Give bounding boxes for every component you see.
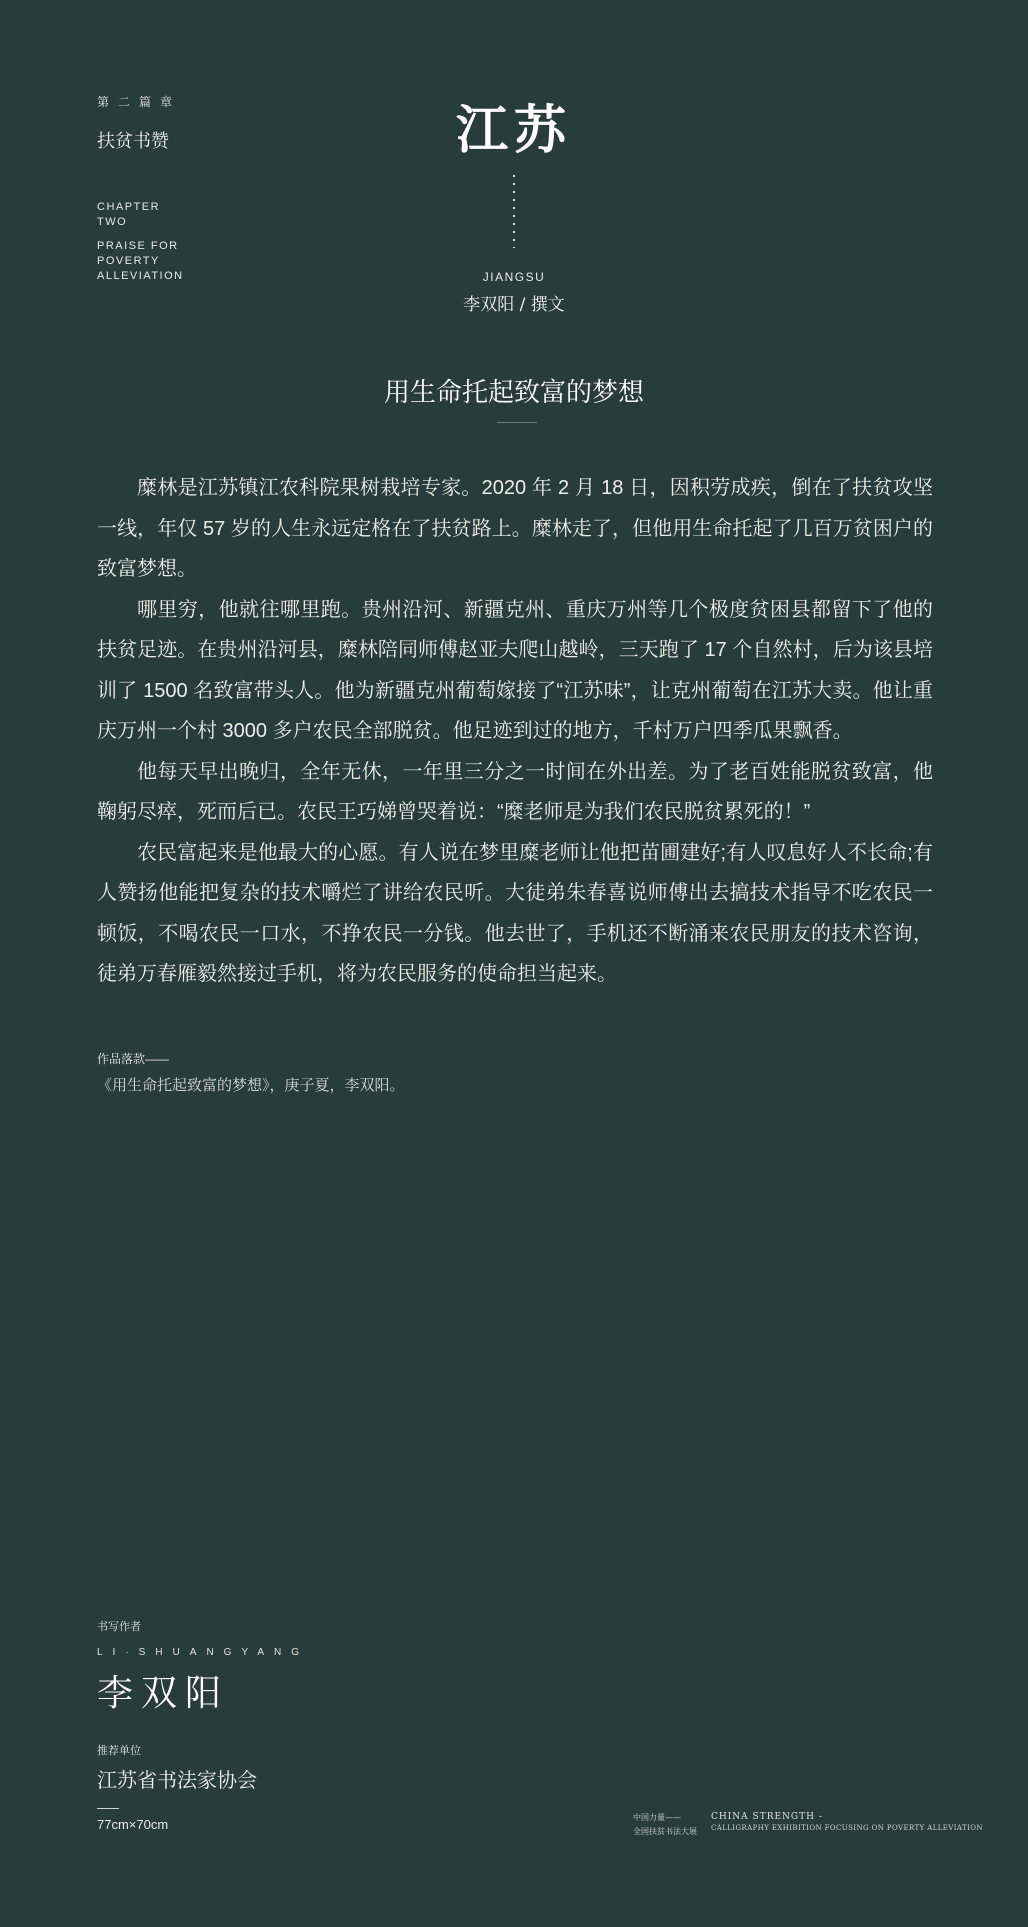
chapter-en-line: TWO [97,216,128,228]
article-paragraph: 哪里穷，他就往哪里跑。贵州沿河、新疆克州、重庆万州等几个极度贫困县都留下了他的扶贫足迹。在贵州沿河县，糜林陪同师傅赵亚夫爬山越岭，三天跑了 17 个自然村，后为该县培训了 1500 名致富带头人。他为新疆克州葡萄嫁接了“江苏味”，让克州葡萄在江苏大卖。他让重庆万州一个村 3000 多户农民全部脱贫。他足迹到过的地方，千村万户四季瓜果飘香。 [97,598,933,742]
praise-en-line: POVERTY [97,255,160,267]
province-title-en: JIANGSU [482,270,546,284]
brand-mark-cn [633,1811,697,1839]
brand-mark-en-sub: CALLIGRAPHY EXHIBITION FOCUSING ON POVERTY ALLEVIATION [711,1824,983,1832]
org-label: 推荐单位 [97,1745,141,1757]
recommending-org: 江苏省书法家协会 [97,1768,257,1792]
praise-en-line: PRAISE FOR [97,240,179,252]
chapter-subtitle: 扶贫书赞 [97,131,169,152]
author-name-en: LI·SHUANGYANG [97,1647,310,1658]
article-paragraph: 他每天早出晚归，全年无休，一年里三分之一时间在外出差。为了老百姓能脱贫致富，他鞠躬尽瘁，死而后已。农民王巧娣曾哭着说：“糜老师是为我们农民脱贫累死的！” [97,760,933,823]
writer-label: 书写作者 [97,1621,141,1633]
chapter-label-cn: 第二篇章 [97,95,182,109]
artwork-size: 77cm×70cm [97,1817,169,1832]
chapter-label-en [97,200,160,230]
brand-cn-line: 全国扶贫书法大展 [633,1827,697,1836]
praise-en-line: ALLEVIATION [97,270,184,282]
author-name-cn: 李双阳 [97,1673,230,1714]
article-title: 用生命托起致富的梦想 [383,378,644,408]
caption-label: 作品落款—— [97,1052,170,1066]
chapter-en-line: CHAPTER [97,201,161,213]
article-paragraph: 糜林是江苏镇江农科院果树栽培专家。2020 年 2 月 18 日，因积劳成疾，倒在了扶贫攻坚一线，年仅 57 岁的人生永远定格在了扶贫路上。糜林走了，但他用生命托起了几百万贫困户的致富梦想。 [97,477,933,580]
province-title: 江苏 [455,100,572,161]
brand-cn-line: 中国力量—— [633,1813,681,1822]
article-author-line: 李双阳 / 撰文 [463,295,565,315]
size-divider [97,1808,119,1809]
article-paragraph: 农民富起来是他最大的心愿。有人说在梦里糜老师让他把苗圃建好;有人叹息好人不长命;有人赞扬他能把复杂的技术嚼烂了讲给农民听。大徒弟朱春喜说师傅出去搞技术指导不吃农民一顿饭，不喝农民一口水，不挣农民一分钱。他去世了，手机还不断涌来农民朋友的技术咨询，徒弟万春雁毅然接过手机，将为农民服务的使命担当起来。 [97,841,933,985]
work-caption: 《用生命托起致富的梦想》，庚子夏，李双阳。 [97,1077,405,1094]
dotted-divider [513,172,515,248]
brand-mark-en: CHINA STRENGTH - [711,1812,823,1822]
article-body [97,468,933,995]
title-divider [497,422,537,423]
